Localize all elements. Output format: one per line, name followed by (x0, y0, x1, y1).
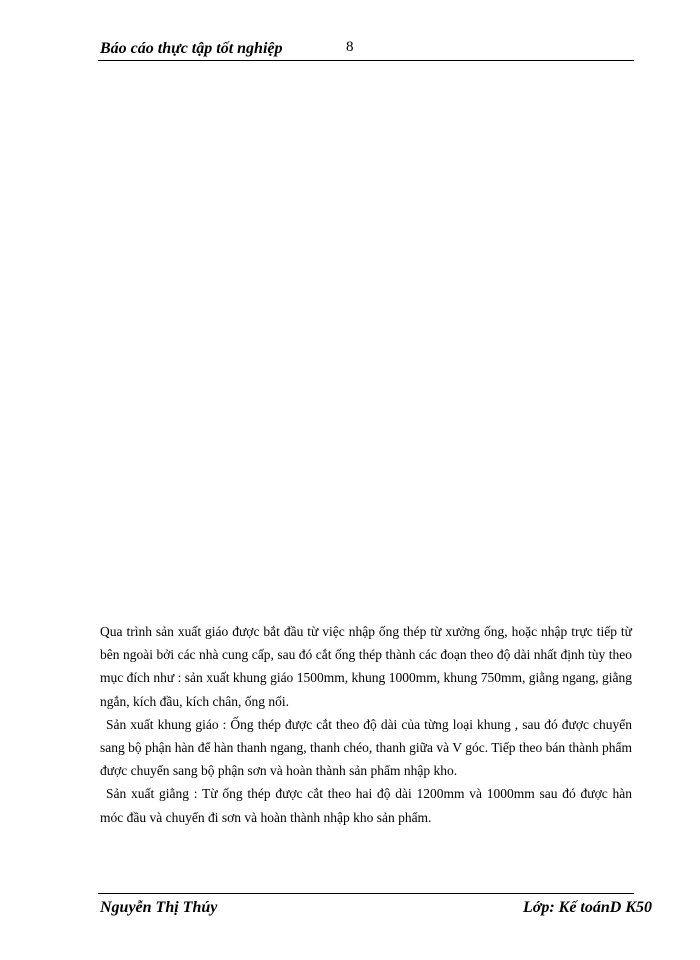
class-label: Lớp: Kế toánD K50 (522, 899, 652, 916)
body-text (100, 620, 632, 829)
author-name: Nguyễn Thị Thúy (100, 899, 218, 916)
header-divider (98, 60, 634, 61)
paragraph-frame-production: Sản xuất khung giáo : Ống thép được cắt theo độ dài của từng loại khung , sau đó được chuyển sang bộ phận hàn để hàn thanh ngang, thanh chéo, thanh giữa và V góc. Tiếp theo bán thành phẩm được chuyển sang bộ phận sơn và hoàn thành sản phẩm nhập kho. (100, 716, 632, 779)
paragraph-process: Qua trình sản xuất giáo được bắt đầu từ việc nhập ống thép từ xưởng ống, hoặc nhập trực tiếp từ bên ngoài bởi các nhà cung cấp, sau đó cắt ống thép thành các đoạn theo độ dài nhất định tùy theo mục đích như : sản xuất khung giáo 1500mm, khung 1000mm, khung 750mm, giằng ngang, giằng ngắn, kích đầu, kích chân, ống nối. (100, 624, 632, 709)
page-number: 8 (346, 39, 354, 55)
report-title: Báo cáo thực tập tốt nghiệp (100, 40, 283, 57)
paragraph-brace-production: Sản xuất giằng : Từ ống thép được cắt theo hai độ dài 1200mm và 1000mm sau đó được hàn móc đầu và chuyển đi sơn và hoàn thành nhập kho sản phẩm. (100, 786, 632, 825)
footer-divider (98, 893, 634, 894)
